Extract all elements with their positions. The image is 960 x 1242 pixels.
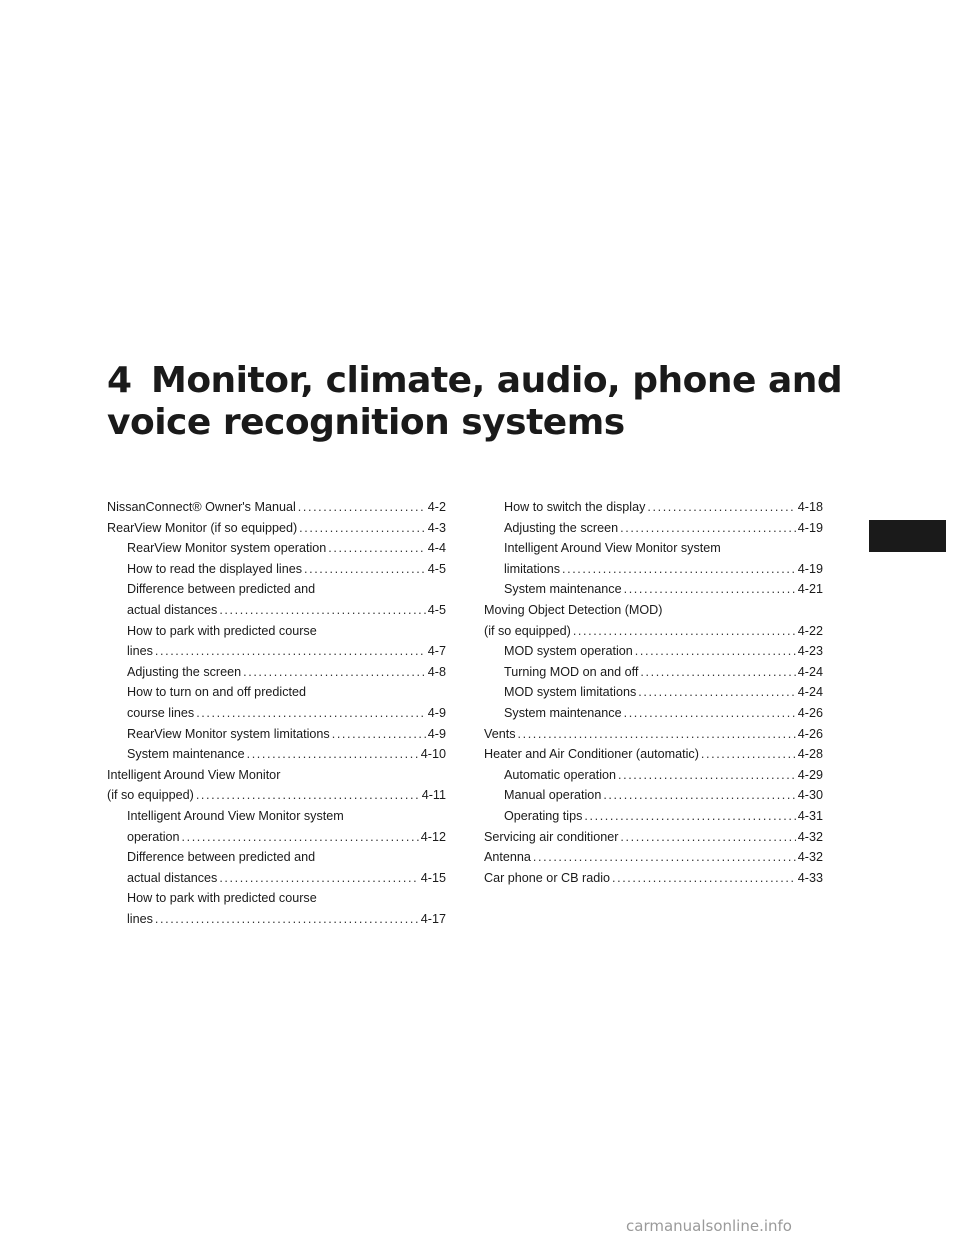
toc-page-number: 4-24 bbox=[797, 664, 823, 679]
toc-entry-title: limitations bbox=[504, 561, 560, 576]
toc-entry-title: System maintenance bbox=[504, 705, 622, 720]
toc-entry-row bbox=[127, 724, 446, 745]
toc-entry-title: actual distances bbox=[127, 602, 218, 617]
toc-page-number: 4-32 bbox=[797, 829, 823, 844]
toc-leader-dots bbox=[612, 868, 796, 889]
toc-entry[interactable] bbox=[484, 538, 823, 579]
toc-entry-row bbox=[504, 785, 823, 806]
toc-entry-title: (if so equipped) bbox=[484, 623, 571, 638]
toc-entry-title-line: How to turn on and off predicted bbox=[127, 685, 306, 700]
toc-leader-dots bbox=[638, 682, 796, 703]
toc-entry[interactable] bbox=[107, 744, 446, 765]
toc-page-number: 4-8 bbox=[427, 664, 446, 679]
toc-leader-dots bbox=[573, 621, 796, 642]
toc-entry-title: Operating tips bbox=[504, 808, 583, 823]
toc-leader-dots bbox=[584, 806, 795, 827]
toc-entry-title-line: Intelligent Around View Monitor bbox=[107, 767, 281, 782]
toc-leader-dots bbox=[618, 765, 796, 786]
toc-entry[interactable] bbox=[484, 868, 823, 889]
toc-entry-row bbox=[504, 497, 823, 518]
toc-page-number: 4-24 bbox=[797, 685, 823, 700]
toc-entry-title-line: Difference between predicted and bbox=[127, 850, 316, 865]
toc-entry[interactable] bbox=[484, 641, 823, 662]
toc-left-column bbox=[107, 497, 446, 929]
toc-entry-title: RearView Monitor system operation bbox=[127, 541, 327, 556]
toc-page-number: 4-5 bbox=[427, 602, 446, 617]
toc-leader-dots bbox=[196, 785, 420, 806]
toc-entry[interactable] bbox=[484, 682, 823, 703]
toc-page-number: 4-23 bbox=[797, 644, 823, 659]
toc-page-number: 4-15 bbox=[420, 870, 446, 885]
toc-entry-title: MOD system limitations bbox=[504, 685, 637, 700]
toc-entry-title-line: How to park with predicted course bbox=[127, 623, 317, 638]
toc-entry-row bbox=[127, 538, 446, 559]
toc-entry-row bbox=[127, 559, 446, 580]
toc-entry-title: Antenna bbox=[484, 850, 531, 865]
toc-entry-row bbox=[484, 868, 823, 889]
toc-entry[interactable] bbox=[107, 538, 446, 559]
toc-entry-row bbox=[127, 600, 446, 621]
chapter-title-line-1: 4 Monitor, climate, audio, phone and bbox=[107, 360, 843, 401]
toc-entry-title: course lines bbox=[127, 705, 195, 720]
toc-entry-row bbox=[504, 518, 823, 539]
toc-page-number: 4-11 bbox=[421, 788, 446, 803]
toc-entry[interactable] bbox=[484, 703, 823, 724]
toc-entry-title: Vents bbox=[484, 726, 516, 741]
toc-leader-dots bbox=[620, 518, 796, 539]
toc-entry[interactable] bbox=[107, 847, 446, 888]
toc-entry[interactable] bbox=[484, 827, 823, 848]
toc-leader-dots bbox=[647, 497, 795, 518]
toc-entry-title: RearView Monitor system limitations bbox=[127, 726, 330, 741]
toc-leader-dots bbox=[182, 827, 419, 848]
toc-entry-row bbox=[127, 827, 446, 848]
toc-entry[interactable] bbox=[484, 724, 823, 745]
toc-entry[interactable] bbox=[107, 559, 446, 580]
chapter-title bbox=[107, 360, 867, 444]
toc-entry-row bbox=[484, 827, 823, 848]
watermark: carmanualsonline.info bbox=[626, 1217, 792, 1235]
toc-page-number: 4-12 bbox=[420, 829, 446, 844]
toc-entry[interactable] bbox=[484, 765, 823, 786]
chapter-tab-marker bbox=[869, 520, 946, 552]
toc-entry-row bbox=[107, 518, 446, 539]
toc-leader-dots bbox=[328, 538, 426, 559]
toc-leader-dots bbox=[243, 662, 426, 683]
toc-entry[interactable] bbox=[107, 518, 446, 539]
toc-entry-row bbox=[107, 785, 446, 806]
toc-page-number: 4-26 bbox=[797, 705, 823, 720]
toc-page-number: 4-17 bbox=[420, 911, 446, 926]
toc-page-number: 4-19 bbox=[797, 561, 823, 576]
toc-entry-title: System maintenance bbox=[504, 582, 622, 597]
toc-entry-title: NissanConnect® Owner's Manual bbox=[107, 500, 296, 514]
toc-entry-title: RearView Monitor (if so equipped) bbox=[107, 520, 298, 535]
toc-entry-title-line: Intelligent Around View Monitor system bbox=[127, 808, 344, 823]
toc-entry-row bbox=[484, 621, 823, 642]
toc-entry-title: Servicing air conditioner bbox=[484, 829, 619, 844]
toc-page-number: 4-29 bbox=[797, 767, 823, 782]
toc-page-number: 4-10 bbox=[420, 747, 446, 762]
toc-entry-row bbox=[504, 806, 823, 827]
chapter-title-line-2: voice recognition systems bbox=[107, 402, 625, 443]
toc-entry-title: MOD system operation bbox=[504, 644, 633, 659]
toc-entry[interactable] bbox=[484, 847, 823, 868]
toc-leader-dots bbox=[219, 600, 425, 621]
toc-entry-row bbox=[504, 662, 823, 683]
toc-leader-dots bbox=[562, 559, 796, 580]
toc-leader-dots bbox=[620, 827, 795, 848]
toc-entry-title: operation bbox=[127, 829, 180, 844]
toc-entry-row bbox=[127, 641, 446, 662]
toc-entry-title: Manual operation bbox=[504, 788, 602, 803]
toc-page-number: 4-19 bbox=[797, 520, 823, 535]
toc-entry[interactable] bbox=[107, 662, 446, 683]
toc-entry-title: Adjusting the screen bbox=[504, 520, 619, 535]
toc-page-number: 4-9 bbox=[427, 705, 446, 720]
toc-entry-title: Car phone or CB radio bbox=[484, 870, 611, 885]
toc-entry[interactable] bbox=[484, 518, 823, 539]
toc-leader-dots bbox=[155, 641, 426, 662]
toc-entry-row bbox=[127, 703, 446, 724]
toc-leader-dots bbox=[196, 703, 426, 724]
toc-entry-row bbox=[127, 909, 446, 930]
toc-entry-title: How to read the displayed lines bbox=[127, 561, 303, 576]
toc-entry-title: Automatic operation bbox=[504, 767, 617, 782]
toc-entry-title: Heater and Air Conditioner (automatic) bbox=[484, 747, 699, 762]
toc-entry-title: (if so equipped) bbox=[107, 788, 194, 803]
toc-entry[interactable] bbox=[107, 724, 446, 745]
toc-entry-title: actual distances bbox=[127, 870, 218, 885]
toc-leader-dots bbox=[247, 744, 419, 765]
toc-entry[interactable] bbox=[107, 621, 446, 662]
toc-page-number: 4-33 bbox=[797, 870, 823, 885]
toc-entry-title: Adjusting the screen bbox=[127, 664, 242, 679]
toc-leader-dots bbox=[624, 579, 796, 600]
toc-page-number: 4-7 bbox=[427, 644, 446, 659]
toc-entry[interactable] bbox=[484, 579, 823, 600]
toc-entry-row bbox=[504, 703, 823, 724]
toc-page-number: 4-18 bbox=[797, 500, 823, 514]
toc-entry-row bbox=[504, 559, 823, 580]
toc-page-number: 4-4 bbox=[427, 541, 446, 556]
toc-entry-row bbox=[127, 868, 446, 889]
toc-entry-row bbox=[484, 847, 823, 868]
toc-page-number: 4-26 bbox=[797, 726, 823, 741]
toc-entry[interactable] bbox=[484, 662, 823, 683]
toc-leader-dots bbox=[533, 847, 796, 868]
toc-entry-title-line: Moving Object Detection (MOD) bbox=[484, 602, 663, 617]
toc-leader-dots bbox=[155, 909, 419, 930]
toc-entry[interactable] bbox=[484, 806, 823, 827]
toc-entry-row bbox=[484, 744, 823, 765]
toc-leader-dots bbox=[640, 662, 795, 683]
toc-entry[interactable] bbox=[107, 806, 446, 847]
toc-entry[interactable] bbox=[107, 579, 446, 620]
toc-page-number: 4-9 bbox=[427, 726, 446, 741]
toc-leader-dots bbox=[624, 703, 796, 724]
toc-entry-row bbox=[504, 765, 823, 786]
toc-page-number: 4-5 bbox=[427, 561, 446, 576]
toc-page-number: 4-28 bbox=[797, 747, 823, 762]
toc-entry-row bbox=[504, 579, 823, 600]
toc-leader-dots bbox=[299, 518, 426, 539]
toc-entry-title: System maintenance bbox=[127, 747, 245, 762]
toc-entry-row bbox=[484, 724, 823, 745]
toc-entry-row bbox=[107, 497, 446, 518]
toc-entry-title: lines bbox=[127, 911, 153, 926]
toc-leader-dots bbox=[332, 724, 426, 745]
toc-entry[interactable] bbox=[484, 600, 823, 641]
toc-leader-dots bbox=[298, 497, 426, 518]
chapter-number: 4 bbox=[107, 360, 132, 401]
toc-page-number: 4-30 bbox=[797, 788, 823, 803]
toc-page-number: 4-32 bbox=[797, 850, 823, 865]
toc-entry[interactable] bbox=[107, 765, 446, 806]
toc-entry-row bbox=[127, 744, 446, 765]
toc-page-number: 4-22 bbox=[797, 623, 823, 638]
toc-entry[interactable] bbox=[107, 682, 446, 723]
toc-entry-row bbox=[504, 682, 823, 703]
toc-entry[interactable] bbox=[107, 888, 446, 929]
toc-right-column bbox=[484, 497, 823, 888]
toc-entry-title: Turning MOD on and off bbox=[504, 664, 639, 679]
toc-leader-dots bbox=[518, 724, 796, 745]
toc-leader-dots bbox=[304, 559, 426, 580]
toc-page-number: 4-3 bbox=[427, 520, 446, 535]
toc-entry[interactable] bbox=[484, 497, 823, 518]
toc-entry-title-line: Intelligent Around View Monitor system bbox=[504, 541, 721, 556]
toc-entry-title: How to switch the display bbox=[504, 500, 646, 514]
toc-leader-dots bbox=[219, 868, 418, 889]
toc-page-number: 4-2 bbox=[427, 500, 446, 514]
toc-leader-dots bbox=[635, 641, 796, 662]
toc-page-number: 4-31 bbox=[797, 808, 823, 823]
toc-page-number: 4-21 bbox=[797, 582, 823, 597]
toc-entry[interactable] bbox=[484, 785, 823, 806]
toc-entry-title-line: Difference between predicted and bbox=[127, 582, 316, 597]
toc-entry[interactable] bbox=[484, 744, 823, 765]
toc-entry-title: lines bbox=[127, 644, 153, 659]
toc-entry-row bbox=[127, 662, 446, 683]
toc-leader-dots bbox=[701, 744, 796, 765]
toc-entry[interactable] bbox=[107, 497, 446, 518]
toc-entry-row bbox=[504, 641, 823, 662]
toc-leader-dots bbox=[603, 785, 795, 806]
toc-entry-title-line: How to park with predicted course bbox=[127, 891, 317, 906]
